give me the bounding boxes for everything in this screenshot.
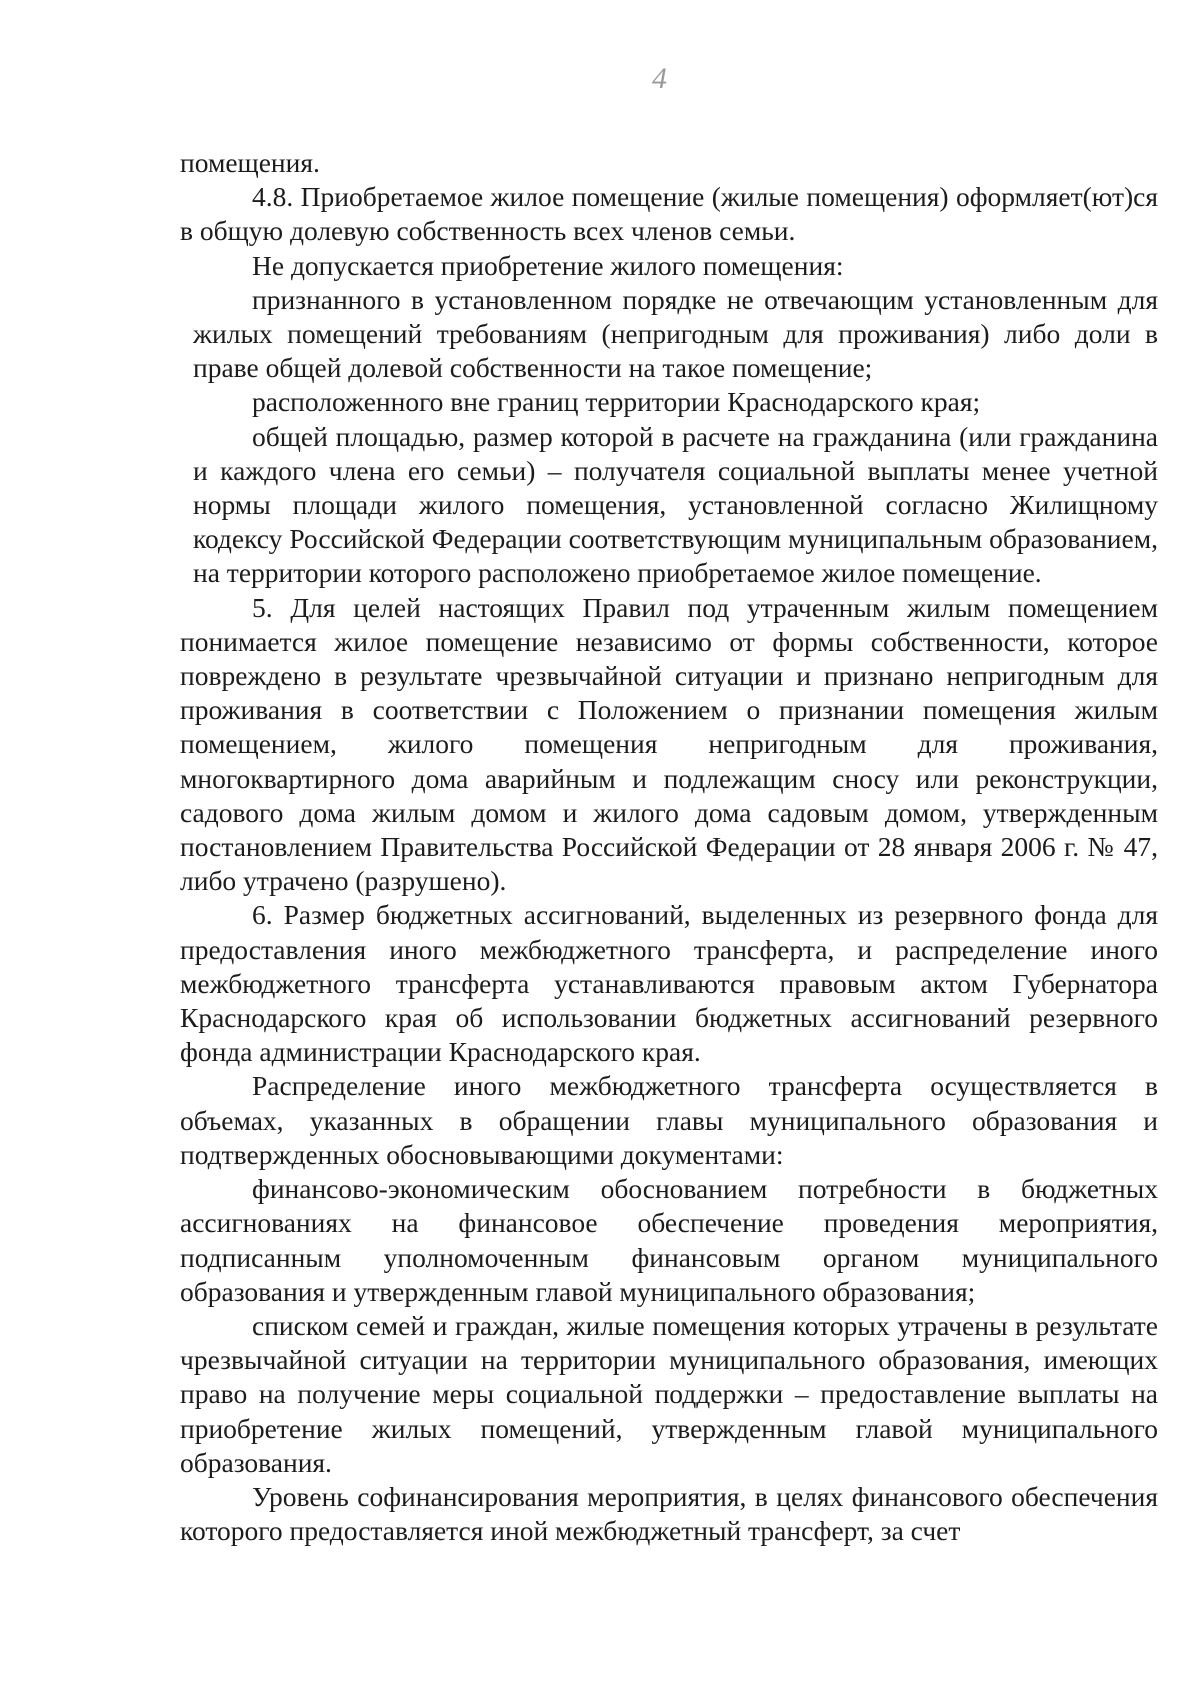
document-item-family-list: списком семей и граждан, жилые помещения которых утрачены в результате чрезвычайной ситуации на территории муниципального образования, имеющих право на получение меры социальной поддержки – предоставление выплаты на приобретение жилых помещений, утвержденным главой муниципального образования.	[180, 1309, 1158, 1478]
paragraph-restrictions-intro: Не допускается приобретение жилого помещения:	[252, 249, 844, 281]
restriction-item-unfit: признанного в установленном порядке не отвечающим установленным для жилых помещений требованиям (непригодным для проживания) либо доли в праве общей долевой собственности на такое помещение;	[193, 283, 1158, 384]
document-body	[180, 146, 1158, 1548]
paragraph-cofinancing: Уровень софинансирования мероприятия, в целях финансового обеспечения которого предоставляется иной межбюджетный трансферт, за счет	[180, 1480, 1158, 1547]
page-number: 4	[652, 62, 667, 95]
paragraph-6: 6. Размер бюджетных ассигнований, выделенных из резервного фонда для предоставления иного межбюджетного трансферта, и распределение иного межбюджетного трансферта устанавливаются правовым актом Губернатора Краснодарского края об использовании бюджетных ассигнований резервного фонда администрации Краснодарского края.	[180, 899, 1158, 1068]
paragraph-continuation: помещения.	[180, 147, 320, 178]
paragraph-4-8: 4.8. Приобретаемое жилое помещение (жилые помещения) оформляет(ют)ся в общую долевую собственность всех членов семьи.	[180, 181, 1158, 247]
paragraph-distribution: Распределение иного межбюджетного трансферта осуществляется в объемах, указанных в обращении главы муниципального образования и подтвержденных обосновывающими документами:	[180, 1070, 1158, 1170]
restriction-item-outside-region: расположенного вне границ территории Краснодарского края;	[252, 386, 981, 418]
document-item-justification: финансово-экономическим обоснованием потребности в бюджетных ассигнованиях на финансовое обеспечение проведения мероприятия, подписанным уполномоченным финансовым органом муниципального образования и утвержденным главой муниципального образования;	[180, 1173, 1158, 1307]
paragraph-5: 5. Для целей настоящих Правил под утраченным жилым помещением понимается жилое помещение независимо от формы собственности, которое повреждено в результате чрезвычайной ситуации и признано непригодным для проживания в соответствии с Положением о признании помещения жилым помещением, жилого помещения непригодным для проживания, многоквартирного дома аварийным и подлежащим сносу или реконструкции, садового дома жилым домом и жилого дома садовым домом, утвержденным постановлением Правительства Российской Федерации от 28 января 2006 г. № 47, либо утрачено (разрушено).	[180, 591, 1158, 897]
restriction-item-area: общей площадью, размер которой в расчете на гражданина (или гражданина и каждого члена его семьи) – получателя социальной выплаты менее учетной нормы площади жилого помещения, установленной согласно Жилищному кодексу Российской Федерации соответствующим муниципальным образованием, на территории которого расположено приобретаемое жилое помещение.	[193, 420, 1158, 589]
